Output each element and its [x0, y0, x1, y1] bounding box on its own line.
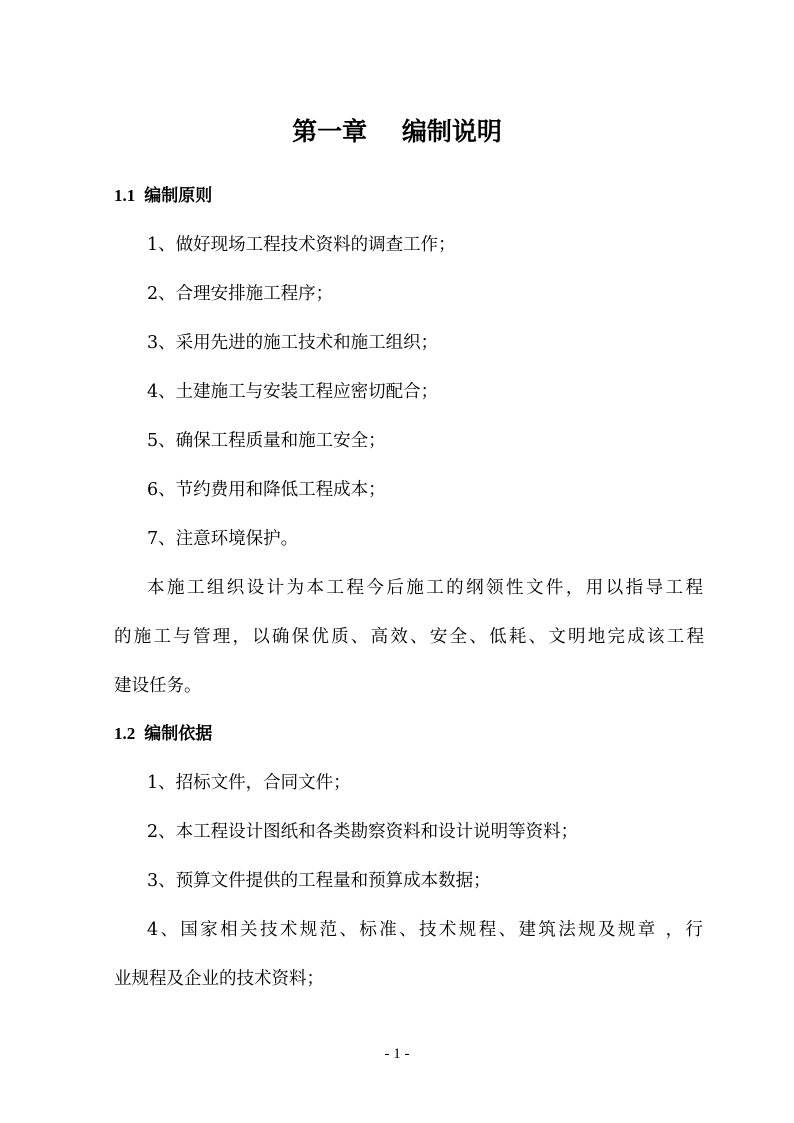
section-number: 1.1 [114, 186, 136, 205]
list-item: 2、本工程设计图纸和各类勘察资料和设计说明等资料； [147, 822, 579, 842]
paragraph-line: 建设任务。 [114, 676, 202, 696]
list-item: 6、节约费用和降低工程成本； [147, 480, 386, 500]
section-title: 编制依据 [144, 724, 213, 744]
chapter-title: 第一章 编制说明 [292, 117, 502, 146]
list-item-continuation: 业规程及企业的技术资料； [114, 969, 324, 989]
paragraph-line: 本施工组织设计为本工程今后施工的纲领性文件，用以指导工程 [147, 578, 703, 598]
list-item: 4、土建施工与安装工程应密切配合； [147, 382, 439, 402]
section-number: 1.2 [114, 724, 136, 743]
page-number: - 1 - [384, 1046, 410, 1062]
list-item: 1、做好现场工程技术资料的调查工作； [147, 235, 456, 255]
list-item: 1、招标文件，合同文件； [147, 773, 351, 793]
list-item: 4、国家相关技术规范、标准、技术规程、建筑法规及规章 ，行 [147, 920, 703, 940]
list-item: 3、采用先进的施工技术和施工组织； [147, 333, 439, 353]
paragraph-line: 的施工与管理，以确保优质、高效、安全、低耗、文明地完成该工程 [114, 627, 704, 647]
list-item: 2、合理安排施工程序； [147, 284, 334, 304]
section-title: 编制原则 [144, 186, 213, 206]
section-heading-1-2 [114, 720, 212, 748]
section-heading-1-1 [114, 182, 212, 210]
list-item: 5、确保工程质量和施工安全； [147, 431, 386, 451]
list-item: 3、预算文件提供的工程量和预算成本数据； [147, 871, 491, 891]
list-item: 7、注意环境保护。 [147, 529, 299, 549]
